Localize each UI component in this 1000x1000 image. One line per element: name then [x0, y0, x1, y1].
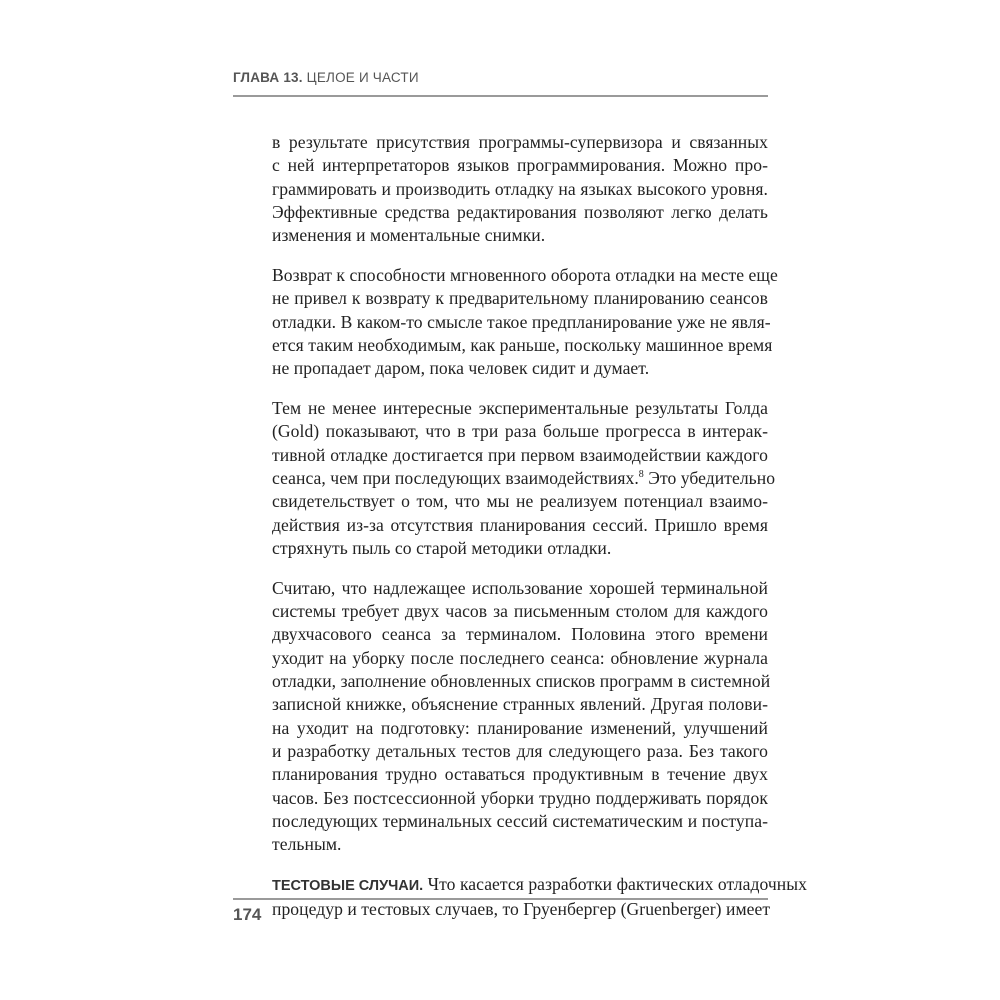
- text-line: граммировать и производить отладку на языках высокого уровня.: [272, 178, 768, 199]
- text-line: отладки, заполнение обновленных списков программ в системной: [272, 671, 771, 692]
- text-fragment: сеанса, чем при последующих взаимодействиях.: [272, 468, 639, 489]
- text-line: изменения и моментальные снимки.: [272, 225, 546, 246]
- paragraph-1: [272, 131, 768, 247]
- text-line: Считаю, что надлежащее использование хорошей терминальной: [272, 577, 768, 598]
- paragraph-4: [272, 577, 771, 857]
- text-line: тельным.: [272, 834, 342, 855]
- text-line: отладки. В каком-то смысле такое предпланирование уже не явля-: [272, 311, 771, 332]
- text-line: Возврат к способности мгновенного оборота отладки на месте еще: [272, 265, 778, 286]
- text-line: с ней интерпретаторов языков программирования. Можно про-: [272, 155, 768, 176]
- text-line: тивной отладке достигается при первом взаимодействии каждого: [272, 444, 768, 465]
- text-line: процедур и тестовых случаев, то Груенбергер (Gruenberger) имеет: [272, 899, 771, 920]
- chapter-title: ЦЕЛОЕ И ЧАСТИ: [306, 70, 419, 85]
- paragraph-3: [272, 397, 776, 560]
- text-line: на уходит на подготовку: планирование изменений, улучшений: [272, 717, 768, 738]
- text-line-with-footnote: [272, 467, 776, 490]
- text-line: ется таким необходимым, как раньше, поскольку машинное время: [272, 334, 773, 355]
- paragraph-2: [272, 264, 778, 380]
- runin-heading: ТЕСТОВЫЕ СЛУЧАИ.: [272, 877, 424, 894]
- text-line: записной книжке, объяснение странных явлений. Другая полови-: [272, 694, 768, 715]
- text-fragment: Это убедительно: [643, 468, 776, 489]
- text-line: (Gold) показывают, что в три раза больше прогресса в интерак-: [272, 421, 768, 442]
- text-line: уходит на уборку после последнего сеанса: обновление журнала: [272, 647, 768, 668]
- footer-rule: [233, 898, 768, 900]
- text-line: последующих терминальных сессий систематическим и поступа-: [272, 810, 768, 831]
- text-line: свидетельствует о том, что мы не реализуем потенциал взаимо-: [272, 491, 768, 512]
- page-number: 174: [233, 905, 262, 924]
- body-text: [272, 131, 807, 938]
- text-line: Тем не менее интересные экспериментальные результаты Голда: [272, 398, 768, 419]
- chapter-label: ГЛАВА 13.: [233, 70, 303, 85]
- text-line: действия из-за отсутствия планирования сессий. Пришло время: [272, 514, 768, 535]
- running-head: [233, 70, 768, 85]
- text-line: двухчасового сеанса за терминалом. Половина этого времени: [272, 624, 768, 645]
- text-line: Эффективные средства редактирования позволяют легко делать: [272, 201, 768, 222]
- text-line: системы требует двух часов за письменным столом для каждого: [272, 601, 768, 622]
- footnote-marker[interactable]: 8: [638, 469, 644, 481]
- text-line: и разработку детальных тестов для следующего раза. Без такого: [272, 740, 768, 761]
- text-line: часов. Без постсессионной уборки трудно поддерживать порядок: [272, 787, 768, 808]
- text-line: не пропадает даром, пока человек сидит и думает.: [272, 358, 650, 379]
- text-line: не привел к возврату к предварительному планированию сеансов: [272, 288, 768, 309]
- text-fragment: Что касается разработки фактических отладочных: [423, 873, 807, 894]
- header-rule: [233, 95, 768, 97]
- text-line: стряхнуть пыль со старой методики отладки.: [272, 537, 612, 558]
- text-line-with-runin: [272, 873, 807, 898]
- text-line: в результате присутствия программы-супервизора и связанных: [272, 132, 768, 152]
- text-line: планирования трудно оставаться продуктивным в течение двух: [272, 764, 768, 785]
